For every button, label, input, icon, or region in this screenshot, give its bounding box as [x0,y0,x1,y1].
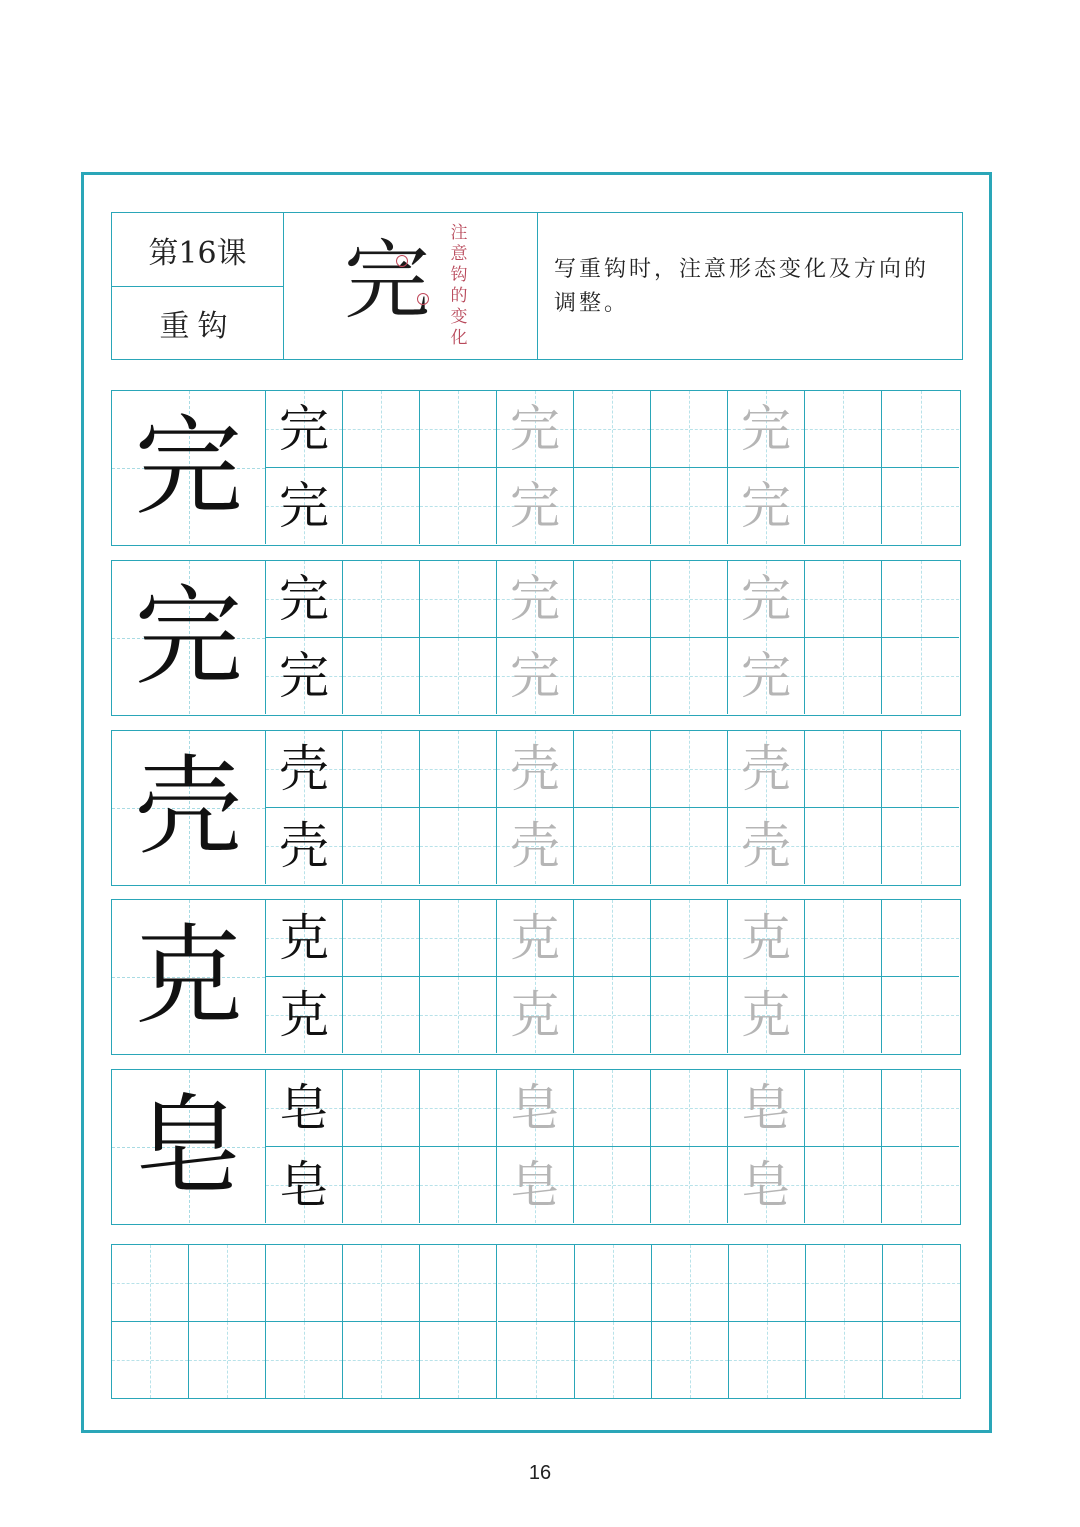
example-note: 注意钩的变化 [450,223,468,348]
practice-cell[interactable] [728,808,805,885]
practice-cell[interactable] [266,638,343,715]
practice-cell[interactable] [497,391,574,468]
practice-cell[interactable] [805,1147,882,1224]
trace-character: 完 [510,399,560,458]
practice-cell[interactable] [882,561,959,638]
practice-cell[interactable] [728,977,805,1054]
practice-cell[interactable] [574,468,651,545]
practice-cell[interactable] [497,808,574,885]
practice-cell[interactable] [651,391,728,468]
trace-character: 完 [741,646,791,705]
practice-cell[interactable] [882,900,959,977]
practice-cell[interactable] [420,977,497,1054]
trace-character: 壳 [510,816,560,875]
practice-cell[interactable] [420,900,497,977]
practice-cell[interactable] [574,900,651,977]
practice-cell[interactable] [574,731,651,808]
practice-cell[interactable] [420,1147,497,1224]
practice-cell[interactable] [882,638,959,715]
practice-cell[interactable] [651,468,728,545]
practice-cell[interactable] [805,561,882,638]
trace-character: 壳 [741,739,791,798]
practice-cell[interactable] [882,731,959,808]
trace-character: 壳 [510,739,560,798]
practice-cell[interactable] [651,977,728,1054]
practice-cell[interactable] [266,977,343,1054]
model-character: 完 [134,574,243,700]
practice-cell[interactable] [497,1070,574,1147]
practice-cell[interactable] [805,1070,882,1147]
practice-cell[interactable] [574,1070,651,1147]
example-small-character: 完 [279,646,329,705]
practice-group [111,560,961,716]
model-character-cell [112,1070,266,1223]
practice-cell[interactable] [805,731,882,808]
practice-cell[interactable] [882,391,959,468]
practice-cell[interactable] [728,900,805,977]
example-small-character: 完 [279,569,329,628]
practice-cell[interactable] [651,900,728,977]
lesson-header [111,212,963,360]
practice-cell[interactable] [651,808,728,885]
practice-group [111,390,961,546]
practice-cell[interactable] [651,1147,728,1224]
practice-cell[interactable] [882,1147,959,1224]
practice-group [111,730,961,886]
blank-cell[interactable] [189,1322,266,1399]
blank-cell[interactable] [806,1322,883,1399]
blank-cell[interactable] [729,1245,806,1322]
trace-character: 完 [741,399,791,458]
practice-cell[interactable] [882,808,959,885]
practice-cell[interactable] [497,731,574,808]
blank-cell[interactable] [189,1245,266,1322]
blank-cell[interactable] [575,1245,652,1322]
blank-cell[interactable] [883,1245,960,1322]
blank-cell[interactable] [498,1245,575,1322]
practice-cell[interactable] [728,1147,805,1224]
practice-cell[interactable] [343,391,420,468]
practice-cell[interactable] [266,808,343,885]
practice-cell[interactable] [266,900,343,977]
trace-character: 完 [510,569,560,628]
blank-cell[interactable] [343,1245,420,1322]
example-small-character: 皂 [279,1078,329,1137]
practice-cell[interactable] [728,561,805,638]
practice-cell[interactable] [497,561,574,638]
trace-character: 皂 [510,1155,560,1214]
practice-cell[interactable] [343,808,420,885]
blank-cell[interactable] [420,1322,497,1399]
trace-character: 完 [741,476,791,535]
practice-cell[interactable] [266,731,343,808]
practice-cell[interactable] [266,391,343,468]
example-small-character: 克 [279,908,329,967]
practice-cell[interactable] [497,468,574,545]
practice-cell[interactable] [497,638,574,715]
practice-cell[interactable] [574,391,651,468]
practice-cell[interactable] [497,1147,574,1224]
blank-cell[interactable] [112,1322,189,1399]
practice-cell[interactable] [728,731,805,808]
practice-cell[interactable] [343,1147,420,1224]
practice-group [111,899,961,1055]
blank-cell[interactable] [806,1245,883,1322]
practice-cell[interactable] [420,731,497,808]
model-character: 皂 [134,1083,243,1209]
model-character: 克 [134,913,243,1039]
practice-cell[interactable] [343,731,420,808]
practice-cell[interactable] [343,900,420,977]
practice-cell[interactable] [651,731,728,808]
trace-character: 皂 [741,1155,791,1214]
practice-cell[interactable] [266,468,343,545]
practice-cell[interactable] [343,638,420,715]
stroke-name: 重钩 [112,287,284,359]
example-small-character: 皂 [279,1155,329,1214]
hook-marker-icon [396,255,408,267]
blank-cell[interactable] [498,1322,575,1399]
practice-cell[interactable] [266,561,343,638]
practice-cell[interactable] [882,1070,959,1147]
trace-character: 皂 [741,1078,791,1137]
practice-cell[interactable] [574,561,651,638]
practice-cell[interactable] [574,1147,651,1224]
model-character-cell [112,391,266,544]
example-small-character: 完 [279,476,329,535]
blank-cell[interactable] [420,1245,497,1322]
practice-cell[interactable] [420,561,497,638]
trace-character: 克 [741,985,791,1044]
trace-character: 壳 [741,816,791,875]
practice-cell[interactable] [343,977,420,1054]
practice-cell[interactable] [651,1070,728,1147]
practice-cell[interactable] [651,561,728,638]
blank-practice-grid[interactable] [111,1244,961,1399]
lesson-title: 第16课 [112,213,284,287]
model-character-cell [112,900,266,1053]
practice-cell[interactable] [805,391,882,468]
practice-cell[interactable] [497,977,574,1054]
blank-cell[interactable] [652,1322,729,1399]
model-character-cell [112,561,266,714]
trace-character: 皂 [510,1078,560,1137]
model-character: 完 [134,404,243,530]
trace-character: 完 [510,646,560,705]
practice-cell[interactable] [574,638,651,715]
practice-cell[interactable] [728,1070,805,1147]
practice-cell[interactable] [343,1070,420,1147]
page-number: 16 [528,1462,552,1484]
practice-cell[interactable] [805,638,882,715]
blank-cell[interactable] [652,1245,729,1322]
practice-cell[interactable] [266,1070,343,1147]
practice-cell[interactable] [497,900,574,977]
practice-cell[interactable] [420,808,497,885]
model-character: 壳 [134,744,243,870]
blank-cell[interactable] [729,1322,806,1399]
example-small-character: 壳 [279,739,329,798]
practice-cell[interactable] [651,638,728,715]
practice-cell[interactable] [805,468,882,545]
trace-character: 克 [741,908,791,967]
blank-cell[interactable] [266,1322,343,1399]
practice-cell[interactable] [420,1070,497,1147]
practice-cell[interactable] [728,468,805,545]
example-small-character: 壳 [279,816,329,875]
blank-cell[interactable] [575,1322,652,1399]
practice-cell[interactable] [266,1147,343,1224]
practice-cell[interactable] [574,808,651,885]
trace-character: 完 [741,569,791,628]
trace-character: 克 [510,985,560,1044]
example-small-character: 克 [279,985,329,1044]
practice-cell[interactable] [343,561,420,638]
practice-cell[interactable] [805,977,882,1054]
lesson-description: 写重钩时，注意形态变化及方向的调整。 [554,257,930,316]
blank-cell[interactable] [883,1322,960,1399]
blank-cell[interactable] [112,1245,189,1322]
example-small-character: 完 [279,399,329,458]
blank-cell[interactable] [343,1322,420,1399]
model-character-cell [112,731,266,884]
practice-cell[interactable] [420,638,497,715]
practice-cell[interactable] [882,977,959,1054]
practice-cell[interactable] [343,468,420,545]
practice-cell[interactable] [805,900,882,977]
practice-cell[interactable] [420,391,497,468]
practice-group [111,1069,961,1225]
example-box [284,213,538,359]
practice-cell[interactable] [882,468,959,545]
hook-marker-icon [417,293,429,305]
practice-cell[interactable] [805,808,882,885]
trace-character: 克 [510,908,560,967]
blank-cell[interactable] [266,1245,343,1322]
practice-cell[interactable] [420,468,497,545]
practice-cell[interactable] [728,391,805,468]
trace-character: 完 [510,476,560,535]
practice-cell[interactable] [728,638,805,715]
example-character: 完 [344,231,430,331]
practice-cell[interactable] [574,977,651,1054]
